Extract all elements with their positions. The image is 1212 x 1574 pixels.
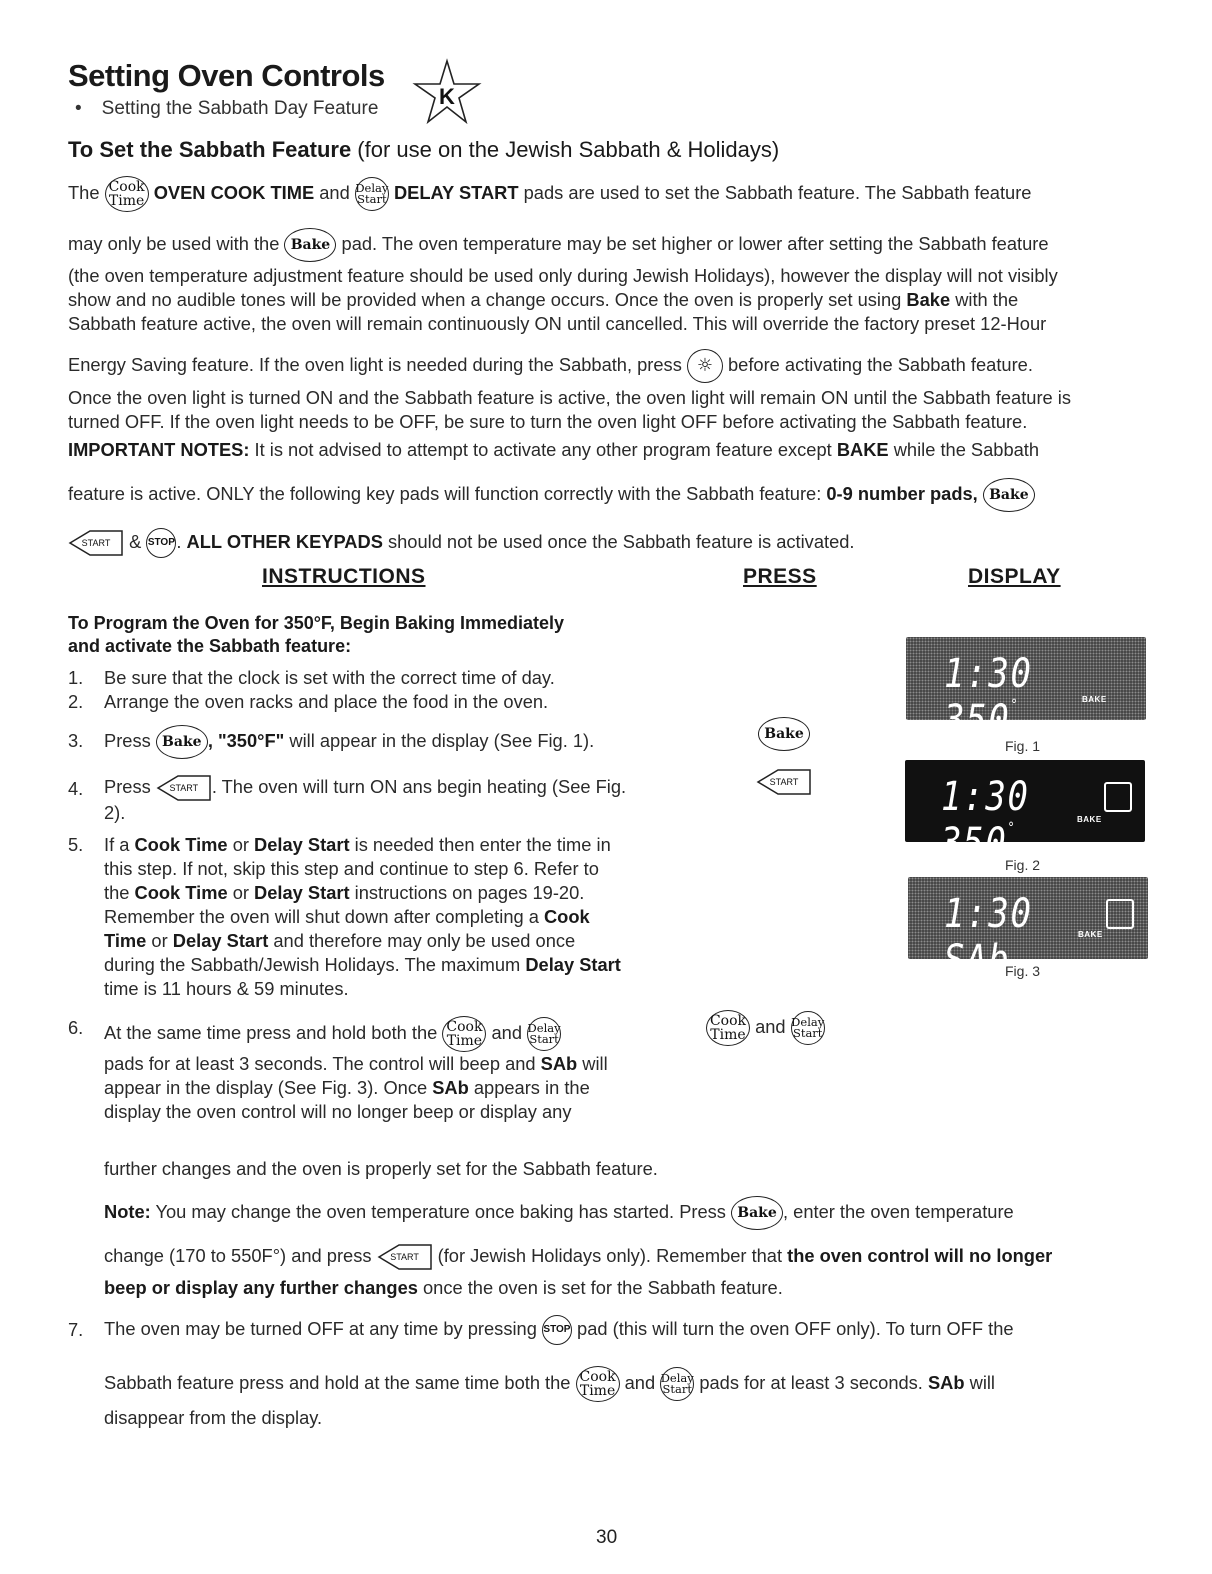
text: and (619, 1371, 661, 1393)
text: show and no audible tones will be provided when a change occurs. Once the oven is properly set using (68, 289, 907, 310)
intro-line-1 (68, 176, 1031, 212)
pad-label: Time (446, 1033, 483, 1049)
step-6-continued: further changes and the oven is properly set for the Sabbath feature. (104, 1158, 658, 1179)
press-start (756, 769, 812, 795)
pad-label: START (390, 1252, 419, 1263)
text: display the oven control will no longer beep or display any (104, 1101, 572, 1122)
display-value: 350 (941, 820, 1008, 866)
star-k-icon (412, 58, 482, 128)
text: this step. If not, skip this step and continue to step 6. Refer to (104, 858, 599, 879)
subtitle-bullet: • Setting the Sabbath Day Feature (75, 98, 379, 119)
text: The (68, 181, 105, 203)
text: Press (104, 776, 156, 797)
text: or (146, 930, 173, 951)
text: OVEN COOK TIME (153, 181, 315, 203)
program-heading-line: and activate the Sabbath feature: (68, 636, 352, 656)
display-degree: ° (1007, 820, 1017, 836)
intro-line-2 (68, 228, 1049, 262)
note-line-3 (104, 1276, 783, 1300)
display-fig-1 (906, 637, 1146, 743)
pad-label: Delay (355, 180, 389, 195)
text: appear in the display (See Fig. 3). Once (104, 1077, 433, 1098)
text: , enter the oven temperature (783, 1200, 1014, 1222)
oven-light-pad: ☼ (687, 349, 723, 383)
text: during the Sabbath/Jewish Holidays. The maximum (104, 954, 526, 975)
text: Press (104, 729, 156, 751)
start-pad (377, 1244, 433, 1270)
delay-start-pad (791, 1011, 825, 1045)
stop-pad: STOP (542, 1315, 572, 1345)
step-7-line-2 (104, 1366, 995, 1402)
step-text (104, 725, 694, 759)
pad-label: START (769, 777, 799, 787)
text: will appear in the display (See Fig. 1). (284, 729, 595, 751)
display-indicator-box (1106, 899, 1134, 929)
delay-start-pad (660, 1367, 694, 1401)
section-heading-rest: (for use on the Jewish Sabbath & Holidays) (351, 137, 780, 162)
text: Energy Saving feature. If the oven light is needed during the Sabbath, press (68, 353, 687, 375)
intro-line-10 (68, 478, 1035, 512)
display-bake-label: BAKE (1082, 695, 1107, 704)
text: pads for at least 3 seconds. The control will beep and (104, 1053, 541, 1074)
text: feature is active. ONLY the following key pads will function correctly with the Sabbath feature: (68, 482, 827, 504)
text: Delay Start (254, 834, 350, 855)
page-number: 30 (596, 1527, 618, 1548)
delay-start-pad (527, 1017, 561, 1051)
delay-start-pad (355, 177, 389, 211)
text: or (227, 882, 255, 903)
step-number: 4. (68, 778, 84, 799)
text: with the (950, 289, 1019, 310)
pad-label: Start (792, 1026, 823, 1040)
text: It is not advised to attempt to activate any other program feature except (249, 439, 837, 460)
pad-label: Cook (108, 179, 145, 195)
pad-label: Delay (527, 1020, 561, 1035)
pad-label: Start (357, 192, 387, 206)
step-text: Be sure that the clock is set with the correct time of day. (104, 667, 555, 688)
display-heading: DISPLAY (968, 565, 1061, 588)
step-5 (68, 833, 708, 1003)
step-2 (68, 690, 708, 714)
pad-label: Start (529, 1032, 559, 1046)
cook-time-pad (706, 1010, 750, 1046)
instructions-heading: INSTRUCTIONS (262, 565, 426, 588)
text: & (124, 530, 147, 552)
intro-line-8: turned OFF. If the oven light needs to be OFF, be sure to turn the oven light OFF before activating the Sabbath feature. (68, 411, 1028, 432)
text: time is 11 hours & 59 minutes. (104, 978, 349, 999)
pad-label: Cook (446, 1019, 483, 1035)
program-heading-line: To Program the Oven for 350°F, Begin Baking Immediately (68, 613, 564, 633)
step-text (104, 833, 694, 1001)
intro-line-3: (the oven temperature adjustment feature should be used only during Jewish Holidays), however the display will not visibly (68, 265, 1058, 286)
step-number: 5. (68, 834, 84, 855)
press-cook-delay (706, 1010, 825, 1046)
intro-line-5: Sabbath feature active, the oven will remain continuously ON until cancelled. This will override the factory preset 12-Hour (68, 313, 1047, 334)
step-4 (68, 777, 708, 833)
fig-1-caption: Fig. 1 (1005, 738, 1041, 754)
display-time: 1:30 (941, 774, 1030, 820)
text: 0-9 number pads, (826, 482, 978, 504)
step-text (104, 1315, 1164, 1345)
text: while the Sabbath (888, 439, 1040, 460)
text: Cook Time (134, 834, 228, 855)
text: SAb (432, 1077, 469, 1098)
intro-line-6 (68, 349, 1033, 383)
text: Note: (104, 1200, 151, 1222)
bake-pad: Bake (156, 725, 208, 759)
step-3 (68, 729, 708, 759)
bake-pad: Bake (758, 717, 810, 751)
step-text (104, 775, 694, 825)
intro-line-7: Once the oven light is turned ON and the Sabbath feature is active, the oven light will remain ON until the Sabbath feature is (68, 387, 1071, 408)
page-title: Setting Oven Controls (68, 58, 385, 93)
display-value: SAb (944, 937, 1011, 983)
text: is needed then enter the time in (349, 834, 611, 855)
pad-label: Start (662, 1382, 692, 1396)
text: may only be used with the (68, 232, 285, 254)
text: and (486, 1021, 528, 1043)
step-7 (68, 1318, 1168, 1348)
text: Time (104, 930, 147, 951)
pad-label: Cook (579, 1369, 616, 1385)
fig-2-caption: Fig. 2 (1005, 857, 1041, 873)
start-pad (156, 775, 212, 801)
display-indicator-box (1104, 782, 1132, 812)
text: Cook Time (134, 882, 228, 903)
step-7-line-3: disappear from the display. (104, 1407, 323, 1428)
step-6 (68, 1016, 708, 1126)
text: At the same time press and hold both the (104, 1021, 443, 1043)
display-degree: ° (1010, 697, 1020, 713)
and-text: and (755, 1015, 786, 1037)
cook-time-pad (105, 176, 149, 212)
display-bake-label: BAKE (1077, 815, 1102, 824)
start-pad (68, 530, 124, 556)
subtitle: Setting the Sabbath Day Feature (101, 98, 379, 119)
bake-pad: Bake (284, 228, 336, 262)
text: or (227, 834, 255, 855)
text: change (170 to 550F°) and press (104, 1245, 377, 1266)
press-heading: PRESS (743, 565, 817, 588)
text: the oven control will no longer (787, 1245, 1053, 1266)
start-pad (756, 769, 812, 795)
pad-label: Delay (660, 1370, 694, 1385)
text: pad (this will turn the oven OFF only). To turn OFF the (571, 1317, 1014, 1339)
text: pad. The oven temperature may be set higher or lower after setting the Sabbath feature (336, 232, 1049, 254)
press-bake (758, 717, 810, 751)
text: BAKE (836, 439, 889, 460)
text: . (176, 530, 187, 552)
intro-line-4 (68, 288, 1018, 312)
step-text: Arrange the oven racks and place the food in the oven. (104, 691, 549, 712)
bake-pad: Bake (731, 1196, 783, 1230)
text: Sabbath feature press and hold at the same time both the (104, 1371, 576, 1393)
intro-line-11 (68, 528, 855, 558)
star-letter: K (439, 84, 455, 109)
pad-label: Time (579, 1383, 616, 1399)
text: will (577, 1053, 608, 1074)
note-line-2 (104, 1244, 1052, 1270)
pad-label: START (169, 783, 199, 794)
step-number: 6. (68, 1017, 84, 1038)
section-heading-bold: To Set the Sabbath Feature (68, 137, 352, 162)
text: 2). (104, 802, 126, 824)
text: The oven may be turned OFF at any time by pressing (104, 1317, 542, 1339)
text: instructions on pages 19-20. (349, 882, 585, 903)
text: DELAY START (393, 181, 519, 203)
text: and (314, 181, 355, 203)
cook-time-pad (442, 1016, 486, 1052)
step-number: 7. (68, 1319, 84, 1340)
bake-pad: Bake (983, 478, 1035, 512)
section-heading (68, 137, 779, 163)
text: ALL OTHER KEYPADS (186, 530, 383, 552)
text: Remember the oven will shut down after completing a (104, 906, 544, 927)
pad-label: Cook (709, 1013, 747, 1029)
cook-time-pad (576, 1366, 620, 1402)
pad-label: Time (108, 193, 145, 209)
text: You may change the oven temperature once baking has started. Press (150, 1200, 732, 1222)
text: Bake (906, 289, 951, 310)
step-1 (68, 666, 708, 690)
text: If a (104, 834, 135, 855)
text: Delay Start (525, 954, 621, 975)
note-line-1 (104, 1196, 1014, 1230)
text: , "350°F" (207, 729, 285, 751)
step-number: 1. (68, 667, 84, 688)
text: should not be used once the Sabbath feature is activated. (382, 530, 855, 552)
text: Cook (543, 906, 590, 927)
text: IMPORTANT NOTES: (68, 439, 250, 460)
fig-3-caption: Fig. 3 (1005, 963, 1041, 979)
text: Delay Start (254, 882, 350, 903)
text: pads for at least 3 seconds. (694, 1371, 928, 1393)
text: once the oven is set for the Sabbath feature. (417, 1277, 783, 1298)
text: Delay Start (172, 930, 269, 951)
text: (for Jewish Holidays only). Remember that (432, 1245, 788, 1266)
stop-pad: STOP (146, 528, 176, 558)
display-time: 1:30 (944, 891, 1033, 937)
intro-line-9 (68, 438, 1039, 462)
text: appears in the (468, 1077, 590, 1098)
text: the (104, 882, 135, 903)
text: SAb (927, 1371, 965, 1393)
pad-label: START (81, 538, 111, 548)
text: beep or display any further changes (104, 1277, 418, 1298)
text: and therefore may only be used once (268, 930, 576, 951)
pad-label: Delay (791, 1014, 825, 1029)
text: pads are used to set the Sabbath feature. The Sabbath feature (518, 181, 1032, 203)
program-heading (68, 612, 564, 658)
display-bake-label: BAKE (1078, 930, 1103, 939)
step-number: 2. (68, 691, 84, 712)
text: SAb (540, 1053, 578, 1074)
display-time: 1:30 (944, 651, 1033, 697)
pad-label: Time (710, 1027, 746, 1043)
display-value: 350 (944, 697, 1011, 743)
text: . The oven will turn ON ans begin heating (See Fig. (211, 776, 627, 797)
text: will (964, 1371, 995, 1393)
text: before activating the Sabbath feature. (722, 353, 1033, 375)
step-text (104, 1016, 694, 1124)
step-number: 3. (68, 730, 84, 751)
